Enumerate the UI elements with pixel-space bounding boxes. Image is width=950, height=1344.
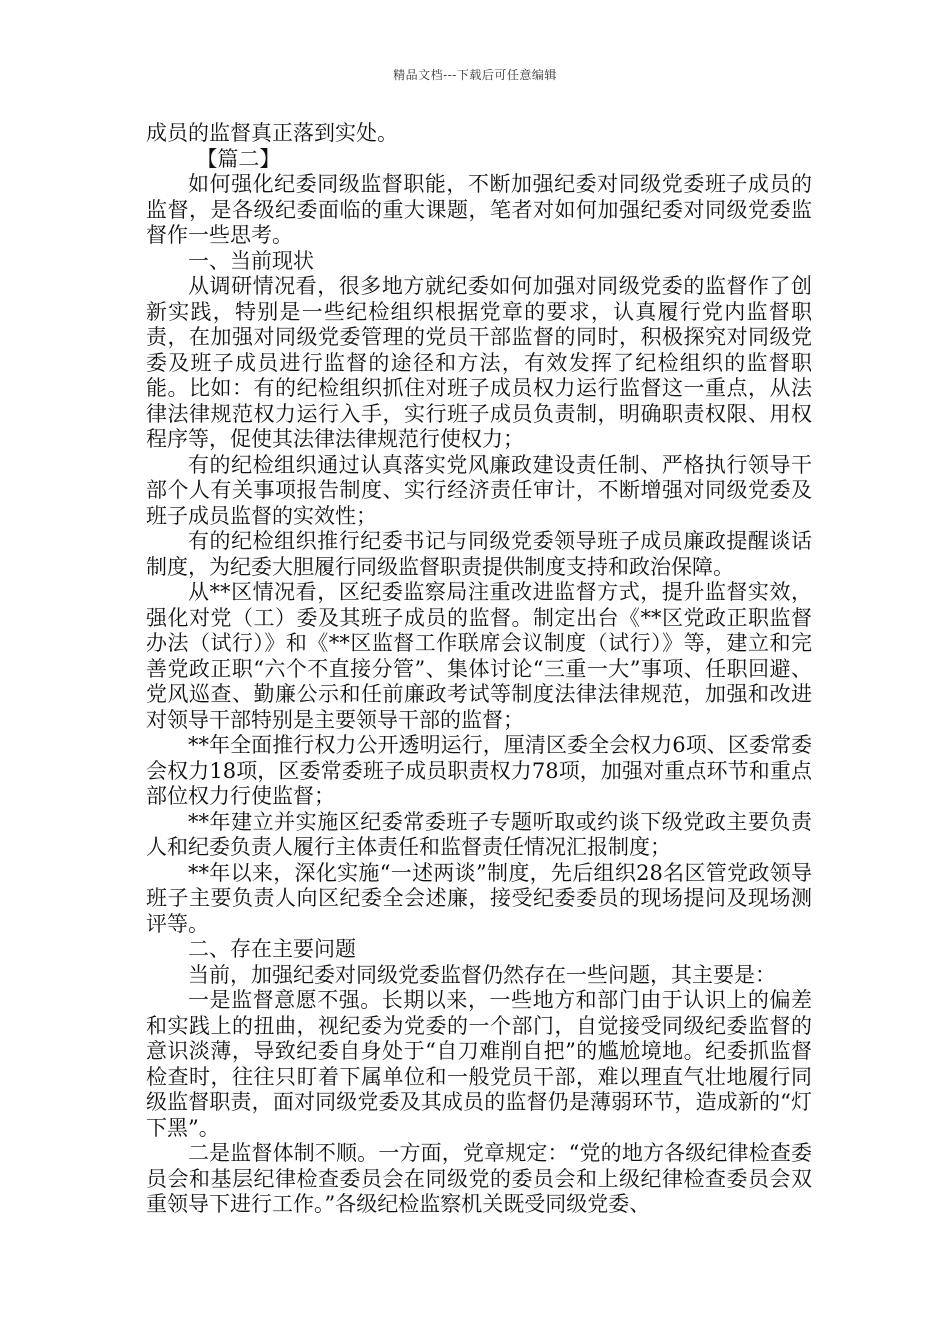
paragraph-district-situation: 从**区情况看，区纪委监察局注重改进监督方式，提升监督实效，强化对党（工）委及其班子成员的监督。制定出台《**区党政正职监督办法（试行）》和《**区监督工作联席会议制度（试行）》等，建立和完善党政正职“六个不直接分管”、集体讨论“三重一大”事项、任职回避、党风巡查、勤廉公示和任前廉政考试等制度法律法律规范，加强和改进对领导干部特别是主要领导干部的监督； bbox=[146, 580, 812, 732]
paragraph-one-report-two-talks: **年以来，深化实施“一述两谈”制度，先后组织28名区管党政领导班子主要负责人向区纪委全会述廉，接受纪委委员的现场提问及现场测评等。 bbox=[146, 860, 812, 936]
document-body bbox=[146, 121, 812, 1218]
paragraph-problem-one: 一是监督意愿不强。长期以来，一些地方和部门由于认识上的偏差和实践上的扭曲，视纪委为党委的一个部门，自觉接受同级纪委监督的意识淡薄，导致纪委自身处于“自刀难削自把”的尴尬境地。纪委抓监督检查时，往往只盯着下属单位和一般党员干部，难以理直气壮地履行同级监督职责，面对同级党委及其成员的监督仍是薄弱环节，造成新的“灯下黑”。 bbox=[146, 988, 812, 1140]
paragraph-reminder-talks: 有的纪检组织推行纪委书记与同级党委领导班子成员廉政提醒谈话制度，为纪委大胆履行同级监督职责提供制度支持和政治保障。 bbox=[146, 529, 812, 579]
paragraph-power-transparency: **年全面推行权力公开透明运行，厘清区委全会权力6项、区委常委会权力18项，区委常委班子成员职责权力78项，加强对重点环节和重点部位权力行使监督； bbox=[146, 733, 812, 808]
paragraph-research: 从调研情况看，很多地方就纪委如何加强对同级党委的监督作了创新实践，特别是一些纪检组织根据党章的要求，认真履行党内监督职责，在加强对同级党委管理的党员干部监督的同时，积极探究对同级党委及班子成员进行监督的途径和方法，有效发挥了纪检组织的监督职能。比如：有的纪检组织抓住对班子成员权力运行监督这一重点，从法律法律规范权力运行入手，实行班子成员负责制，明确职责权限、用权程序等，促使其法律法律规范行使权力； bbox=[146, 274, 812, 451]
paragraph-hearing-system: **年建立并实施区纪委常委班子专题听取或约谈下级党政主要负责人和纪委负责人履行主体责任和监督责任情况汇报制度； bbox=[146, 809, 812, 859]
paragraph-continuation: 成员的监督真正落到实处。 bbox=[146, 121, 398, 145]
paragraph-responsibility-system: 有的纪检组织通过认真落实党风廉政建设责任制、严格执行领导干部个人有关事项报告制度、实行经济责任审计，不断增强对同级党委及班子成员监督的实效性； bbox=[146, 452, 812, 528]
heading-current-status: 一、当前现状 bbox=[188, 248, 314, 273]
heading-main-problems: 二、存在主要问题 bbox=[188, 937, 356, 961]
paragraph-problems-intro: 当前，加强纪委对同级党委监督仍然存在一些问题，其主要是： bbox=[188, 962, 776, 987]
section-heading-part-two: 【篇二】 bbox=[196, 146, 281, 171]
page-header: 精品文档---下载后可任意编辑 bbox=[393, 68, 557, 82]
paragraph-intro: 如何强化纪委同级监督职能，不断加强纪委对同级党委班子成员的监督，是各级纪委面临的重大课题，笔者对如何加强纪委对同级党委监督作一些思考。 bbox=[146, 172, 812, 247]
paragraph-problem-two: 二是监督体制不顺。一方面，党章规定：“党的地方各级纪律检查委员会和基层纪律检查委员会在同级党的委员会和上级纪律检查委员会双重领导下进行工作。”各级纪检监察机关既受同级党委、 bbox=[146, 1141, 812, 1216]
